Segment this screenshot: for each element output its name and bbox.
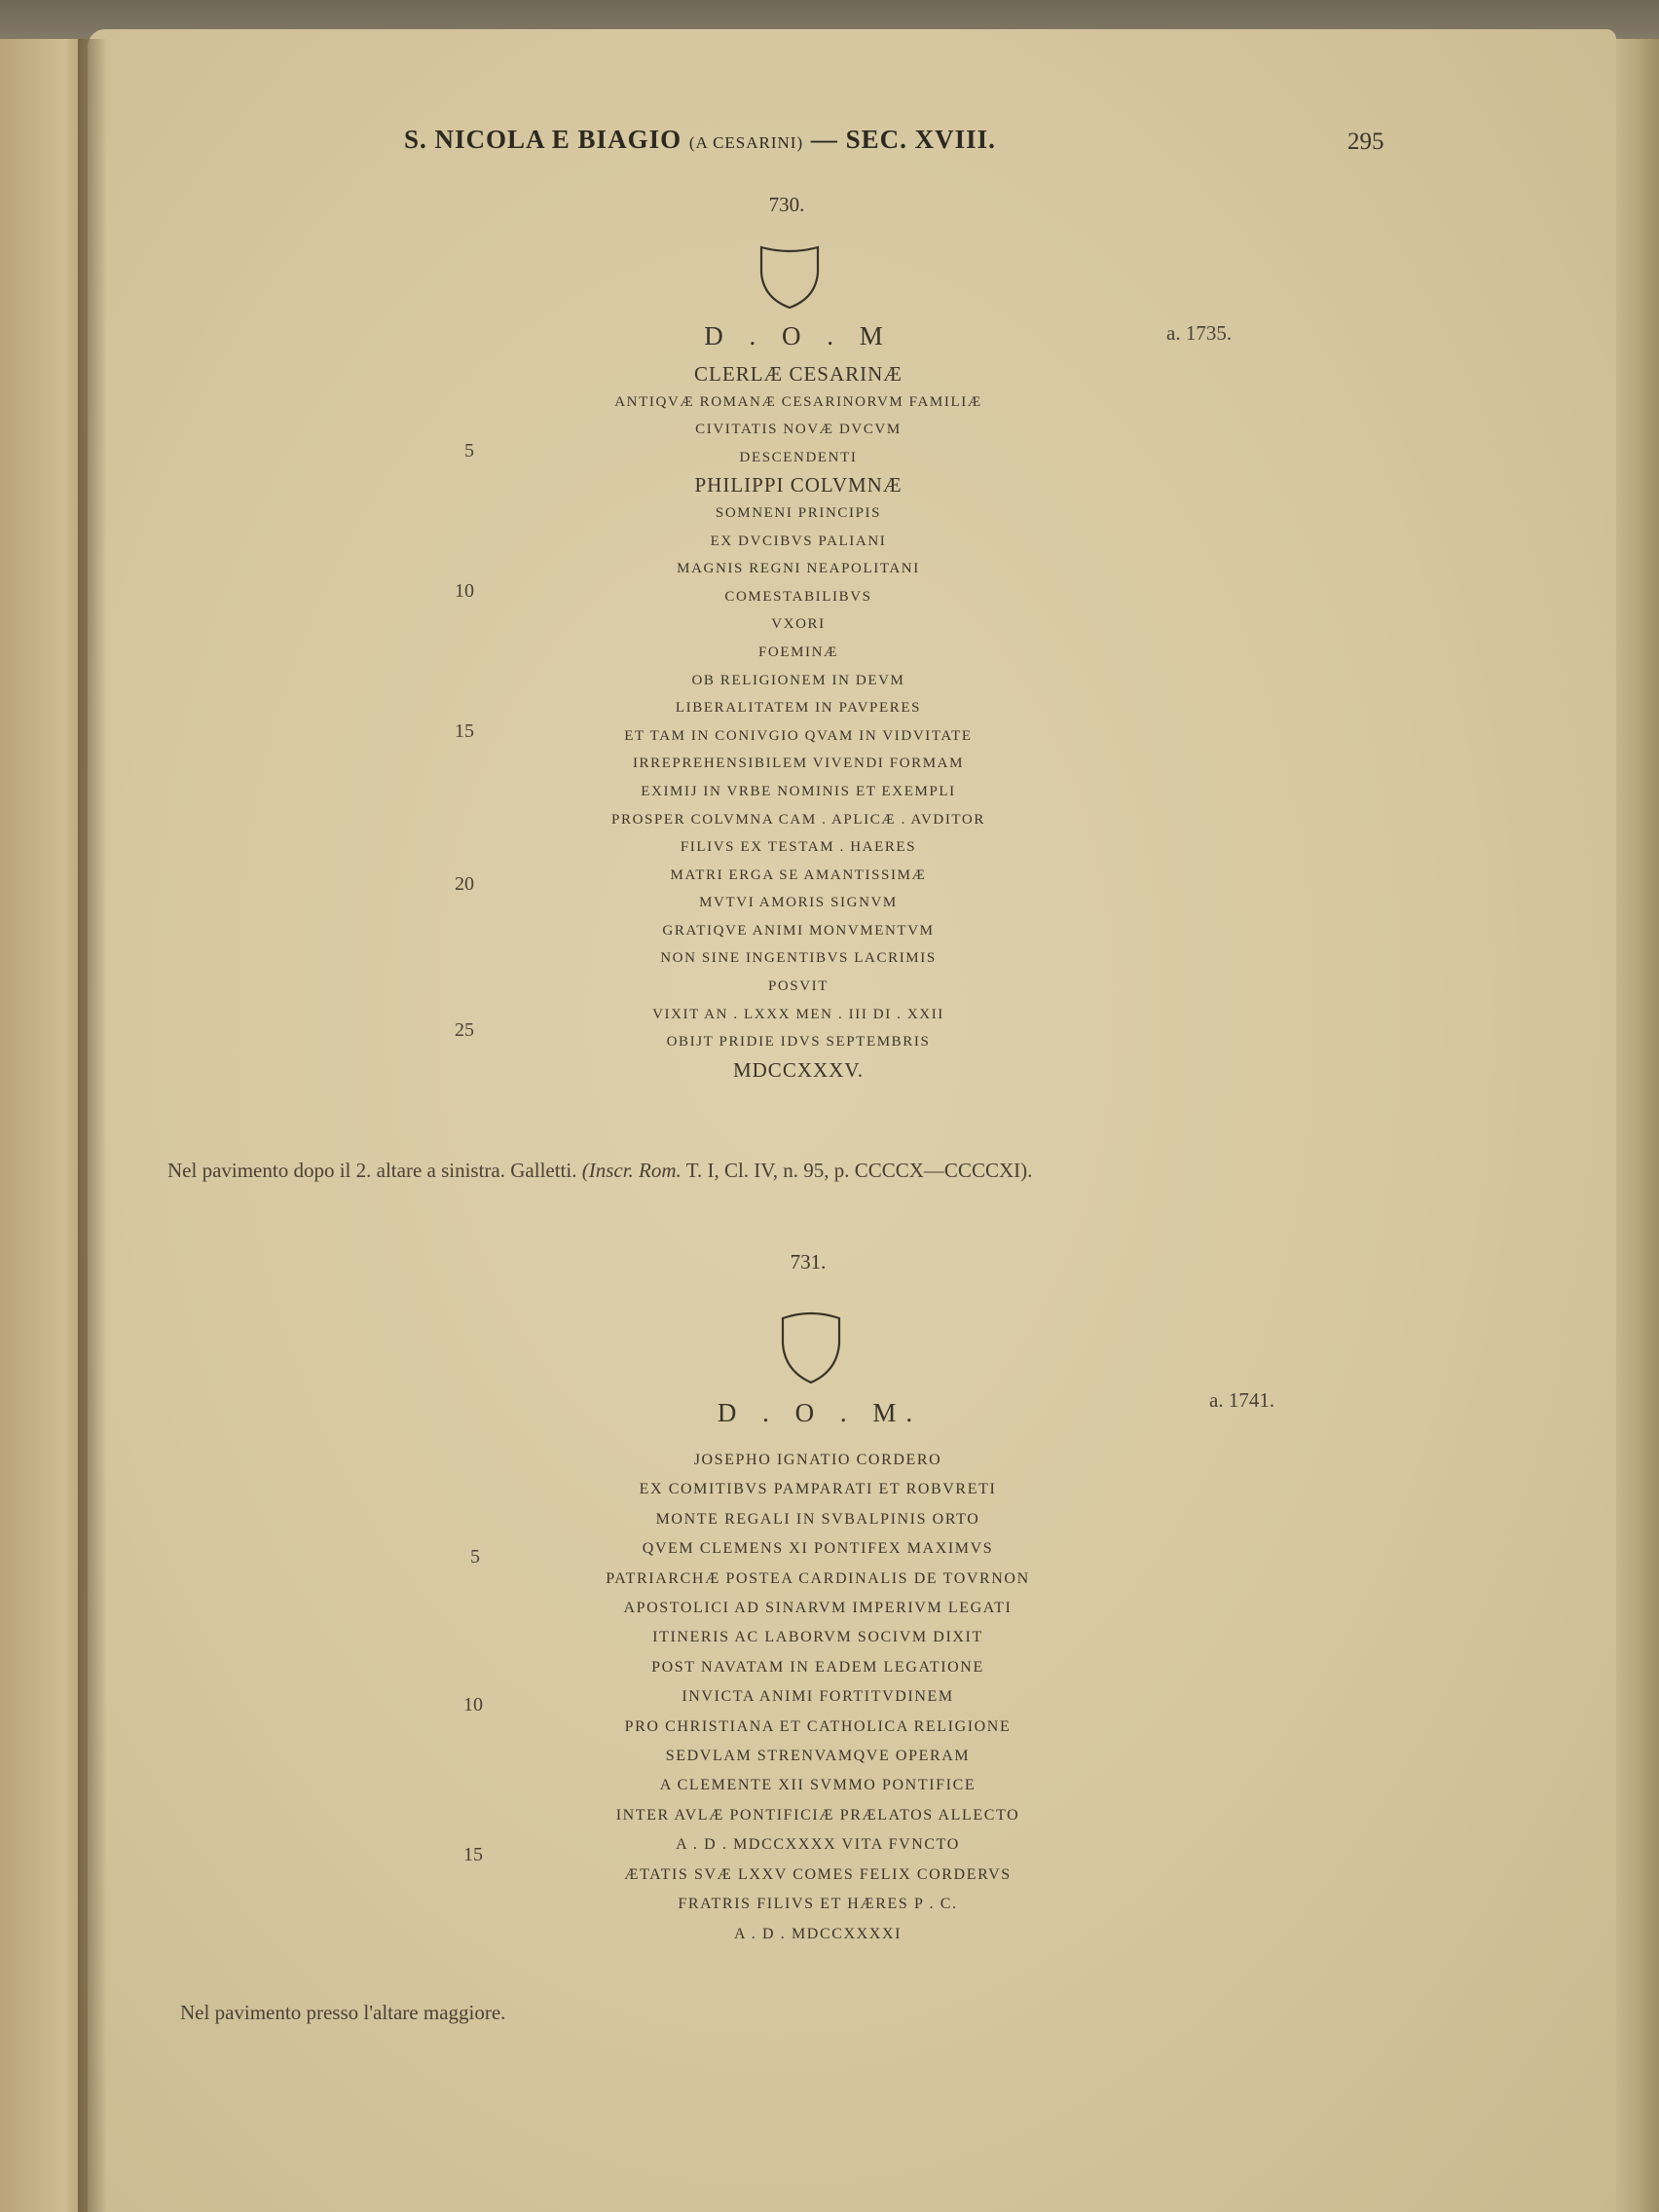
inscription-line: MONTE REGALI IN SVBALPINIS ORTO <box>655 1510 980 1528</box>
page-number: 295 <box>1347 129 1384 155</box>
note-citation: (Inscr. Rom. <box>581 1159 682 1182</box>
inscription-line: EX COMITIBVS PAMPARATI ET ROBVRETI <box>639 1481 997 1498</box>
inscription-line: PRO CHRISTIANA ET CATHOLICA RELIGIONE <box>624 1717 1012 1735</box>
inscription-line: A . D . MDCCXXXXI <box>733 1925 903 1942</box>
inscription-line: CIVITATIS NOVÆ DVCVM <box>695 422 902 438</box>
inscription-line: MDCCXXXV. <box>732 1057 865 1082</box>
dom-heading: D . O . M. <box>717 1398 923 1427</box>
inscription-line: IRREPREHENSIBILEM VIVENDI FORMAM <box>632 756 965 772</box>
inscription-number: 731. <box>790 1250 827 1273</box>
inscription-note <box>167 1159 1032 1183</box>
inscription-line: POST NAVATAM IN EADEM LEGATIONE <box>651 1658 984 1676</box>
inscription-year: a. 1735. <box>1166 321 1233 345</box>
shield-icon <box>757 243 822 312</box>
inscription-line: MATRI ERGA SE AMANTISSIMÆ <box>670 866 927 883</box>
line-number: 20 <box>455 873 474 895</box>
inscription-line: PHILIPPI COLVMNÆ <box>694 473 903 498</box>
inscription-line: ÆTATIS SVÆ LXXV COMES FELIX CORDERVS <box>624 1865 1012 1883</box>
header-separator: — <box>810 125 838 154</box>
inscription-line: VXORI <box>771 616 826 633</box>
inscription-line: FILIVS EX TESTAM . HAERES <box>680 839 917 856</box>
inscription-line: MVTVI AMORIS SIGNVM <box>699 895 898 911</box>
inscription-line: GRATIQVE ANIMI MONVMENTVM <box>662 922 935 939</box>
inscription-line: EX DVCIBVS PALIANI <box>710 533 887 549</box>
inscription-line: POSVIT <box>767 978 830 995</box>
inscription-line: APOSTOLICI AD SINARVM IMPERIVM LEGATI <box>623 1600 1013 1617</box>
header-title-main: S. NICOLA E BIAGIO <box>404 125 682 154</box>
inscription-line: FOEMINÆ <box>757 644 839 660</box>
inscription-line: COMESTABILIBVS <box>724 588 872 605</box>
inscription-line: SEDVLAM STRENVAMQVE OPERAM <box>665 1748 971 1765</box>
dom-heading: D . O . M <box>704 321 893 350</box>
inscription-text <box>506 1446 1129 1949</box>
inscription-line: ET TAM IN CONIVGIO QVAM IN VIDVITATE <box>624 727 973 744</box>
inscription-number: 730. <box>768 193 805 216</box>
inscription-line: INVICTA ANIMI FORTITVDINEM <box>682 1688 954 1706</box>
inscription-line: MAGNIS REGNI NEAPOLITANI <box>677 561 920 577</box>
inscription-line: FRATRIS FILIVS ET HÆRES P . C. <box>678 1896 958 1913</box>
inscription-line: ANTIQVÆ ROMANÆ CESARINORVM FAMILIÆ <box>614 393 982 410</box>
note-text: Nel pavimento dopo il 2. altare a sinistra. Galletti. <box>167 1159 577 1182</box>
inscription-line: NON SINE INGENTIBVS LACRIMIS <box>660 950 937 967</box>
header-title-paren: (A CESARINI) <box>688 133 804 152</box>
inscription-line: LIBERALITATEM IN PAVPERES <box>675 700 922 717</box>
line-number: 10 <box>463 1694 483 1715</box>
inscription-line: JOSEPHO IGNATIO CORDERO <box>693 1452 942 1468</box>
line-number: 10 <box>455 580 474 602</box>
spine-shadow <box>78 39 107 2212</box>
line-number: 25 <box>455 1019 474 1041</box>
shield-icon <box>779 1310 843 1386</box>
inscription-year: a. 1741. <box>1209 1388 1275 1412</box>
inscription-line: QVEM CLEMENS XI PONTIFEX MAXIMVS <box>642 1540 994 1558</box>
inscription-line: ITINERIS AC LABORVM SOCIVM DIXIT <box>652 1629 983 1646</box>
line-number: 15 <box>455 720 474 742</box>
inscription-line: DESCENDENTI <box>739 449 858 465</box>
note-reference: T. I, Cl. IV, n. 95, p. CCCCX—CCCCXI). <box>685 1159 1033 1182</box>
inscription-line: A CLEMENTE XII SVMMO PONTIFICE <box>659 1777 977 1794</box>
header-century: SEC. XVIII. <box>845 125 996 154</box>
line-number: 5 <box>470 1546 480 1567</box>
inscription-line: SOMNENI PRINCIPIS <box>715 504 882 521</box>
inscription-text <box>506 360 1090 1084</box>
inscription-line: CLERLÆ CESARINÆ <box>694 362 903 386</box>
inscription-line: OB RELIGIONEM IN DEVM <box>691 672 905 688</box>
line-number: 15 <box>463 1844 483 1865</box>
inscription-line: A . D . MDCCXXXX VITA FVNCTO <box>676 1836 960 1854</box>
inscription-line: INTER AVLÆ PONTIFICIÆ PRÆLATOS ALLECTO <box>615 1806 1020 1824</box>
inscription-line: PROSPER COLVMNA CAM . APLICÆ . AVDITOR <box>611 811 985 828</box>
running-header <box>404 125 996 155</box>
inscription-note: Nel pavimento presso l'altare maggiore. <box>180 2001 506 2024</box>
inscription-line: VIXIT AN . LXXX MEN . III DI . XXII <box>652 1006 944 1022</box>
line-number: 5 <box>464 440 474 461</box>
inscription-line: PATRIARCHÆ POSTEA CARDINALIS DE TOVRNON <box>606 1569 1030 1587</box>
inscription-line: OBIJT PRIDIE IDVS SEPTEMBRIS <box>666 1034 931 1051</box>
inscription-line: EXIMIJ IN VRBE NOMINIS ET EXEMPLI <box>641 783 956 799</box>
